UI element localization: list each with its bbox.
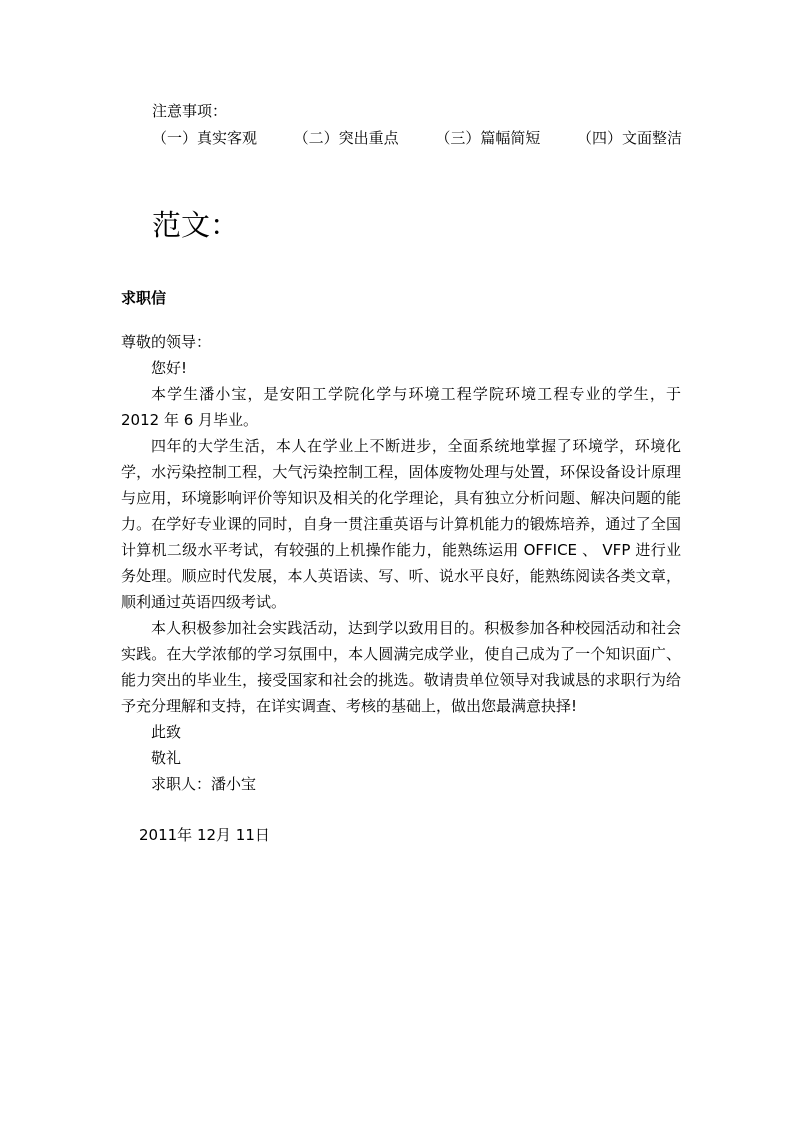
letter-closing-1: 此致 [151,723,182,741]
letter-paragraph-3: 本人积极参加社会实践活动，达到学以致用目的。积极参加各种校园活动和社会实践。在大学浓郁的学习氛围中，本人圆满完成学业，使自己成为了一个知识面广、能力突出的毕业生，接受国家和社会的挑选。敬请贵单位领导对我诚恳的求职行为给予充分理解和支持，在详实调查、考核的基础上，做出您最满意抉择! [121,619,681,715]
letter-paragraph-1: 本学生潘小宝，是安阳工学院化学与环境工程学院环境工程专业的学生，于 2012 年 6 月毕业。 [121,385,681,429]
letter-paragraph-2: 四年的大学生活，本人在学业上不断进步，全面系统地掌握了环境学，环境化学，水污染控制工程，大气污染控制工程，固体废物处理与处置，环保设备设计原理与应用，环境影响评价等知识及相关的化学理论，具有独立分析问题、解决问题的能力。在学好专业课的同时，自身一贯注重英语与计算机能力的锻炼培养，通过了全国计算机二级水平考试，有较强的上机操作能力，能熟练运用 OFFICE 、 VFP 进行业务处理。顺应时代发展，本人英语读、写、听、说水平良好，能熟练阅读各类文章，顺利通过英语四级考试。 [121,437,681,611]
note-item-3: （三）篇幅简短 [435,129,541,147]
note-item-4: （四）文面整洁 [576,129,682,147]
letter-title: 求职信 [121,289,167,307]
letter-salutation: 尊敬的领导： [121,333,212,351]
letter-date: 2011年 12月 11日 [139,826,270,844]
letter-greeting: 您好! [151,359,188,377]
letter-signature: 求职人：潘小宝 [151,775,257,793]
letter-body [121,329,681,797]
note-item-1: （一）真实客观 [152,129,258,147]
section-heading: 范文： [152,208,240,242]
notes-list [152,127,682,149]
note-item-2: （二）突出重点 [293,129,399,147]
notes-heading: 注意事项： [152,102,228,120]
letter-closing-2: 敬礼 [151,749,182,767]
